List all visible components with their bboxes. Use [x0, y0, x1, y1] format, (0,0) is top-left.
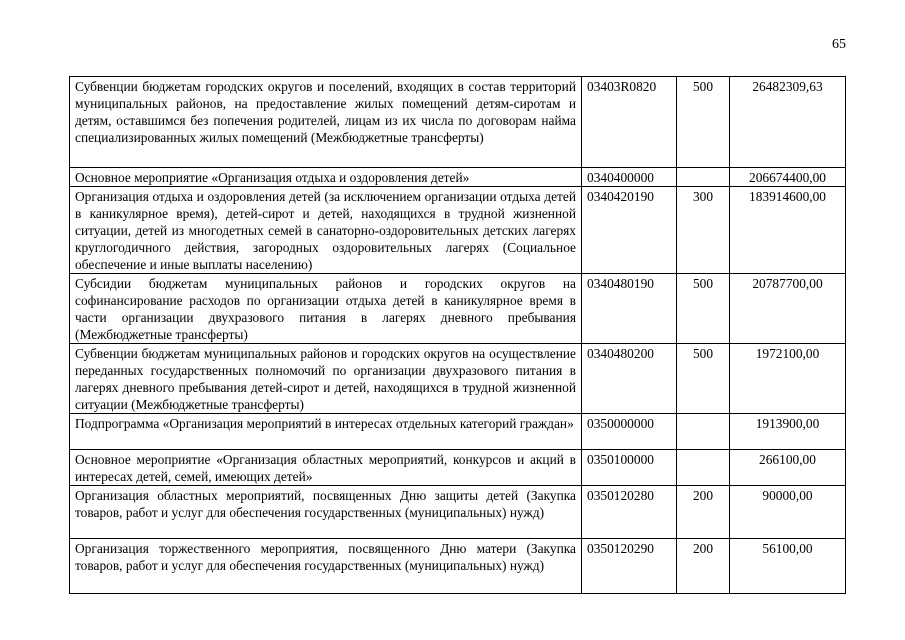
row-sum: 266100,00	[730, 450, 846, 486]
row-type: 500	[677, 77, 730, 168]
row-name: Подпрограмма «Организация мероприятий в интересах отдельных категорий граждан»	[70, 414, 582, 450]
row-sum: 183914600,00	[730, 187, 846, 274]
row-code: 03403R0820	[582, 77, 677, 168]
row-sum: 206674400,00	[730, 168, 846, 187]
row-type: 200	[677, 486, 730, 539]
row-code: 0340420190	[582, 187, 677, 274]
table-row	[70, 486, 846, 539]
table-row	[70, 168, 846, 187]
page-number: 65	[832, 37, 846, 52]
row-code: 0340480200	[582, 344, 677, 414]
row-code: 0350120280	[582, 486, 677, 539]
table-row	[70, 539, 846, 594]
table-row	[70, 187, 846, 274]
table-row	[70, 344, 846, 414]
row-type: 300	[677, 187, 730, 274]
row-name: Организация торжественного мероприятия, посвященного Дню матери (Закупка товаров, работ и услуг для обеспечения государственных (муниципальных) нужд)	[70, 539, 582, 594]
row-type	[677, 450, 730, 486]
budget-table	[69, 76, 846, 594]
table-row	[70, 414, 846, 450]
table-row	[70, 450, 846, 486]
row-code: 0340480190	[582, 274, 677, 344]
table-row	[70, 77, 846, 168]
row-code: 0340400000	[582, 168, 677, 187]
row-code: 0350120290	[582, 539, 677, 594]
row-name: Субвенции бюджетам муниципальных районов и городских округов на осуществление переданных государственных полномочий по организации двухразового питания в лагерях дневного пребывания детей-сирот и детей, находящихся в трудной жизненной ситуации (Межбюджетные трансферты)	[70, 344, 582, 414]
row-name: Основное мероприятие «Организация отдыха и оздоровления детей»	[70, 168, 582, 187]
row-name: Субвенции бюджетам городских округов и поселений, входящих в состав территорий муниципальных районов, на предоставление жилых помещений детям-сиротам и детям, оставшимся без попечения родителей, лицам из их числа по договорам найма специализированных жилых помещений (Межбюджетные трансферты)	[70, 77, 582, 168]
row-sum: 1972100,00	[730, 344, 846, 414]
row-name: Организация отдыха и оздоровления детей (за исключением организации отдыха детей в каникулярное время), детей-сирот и детей, находящихся в трудной жизненной ситуации, детей из многодетных семей в санаторно-оздоровительных детских лагерях круглогодичного действия, загородных оздоровительных лагерях (Социальное обеспечение и иные выплаты населению)	[70, 187, 582, 274]
row-name: Организация областных мероприятий, посвященных Дню защиты детей (Закупка товаров, работ и услуг для обеспечения государственных (муниципальных) нужд)	[70, 486, 582, 539]
row-sum: 20787700,00	[730, 274, 846, 344]
row-sum: 56100,00	[730, 539, 846, 594]
row-type: 500	[677, 274, 730, 344]
row-sum: 1913900,00	[730, 414, 846, 450]
row-name: Субсидии бюджетам муниципальных районов и городских округов на софинансирование расходов по организации отдыха детей в каникулярное время в части организации двухразового питания в лагерях дневного пребывания (Межбюджетные трансферты)	[70, 274, 582, 344]
row-name: Основное мероприятие «Организация областных мероприятий, конкурсов и акций в интересах детей, семей, имеющих детей»	[70, 450, 582, 486]
row-type	[677, 414, 730, 450]
row-sum: 26482309,63	[730, 77, 846, 168]
row-code: 0350000000	[582, 414, 677, 450]
table-row	[70, 274, 846, 344]
row-type: 500	[677, 344, 730, 414]
row-code: 0350100000	[582, 450, 677, 486]
row-type: 200	[677, 539, 730, 594]
row-type	[677, 168, 730, 187]
row-sum: 90000,00	[730, 486, 846, 539]
